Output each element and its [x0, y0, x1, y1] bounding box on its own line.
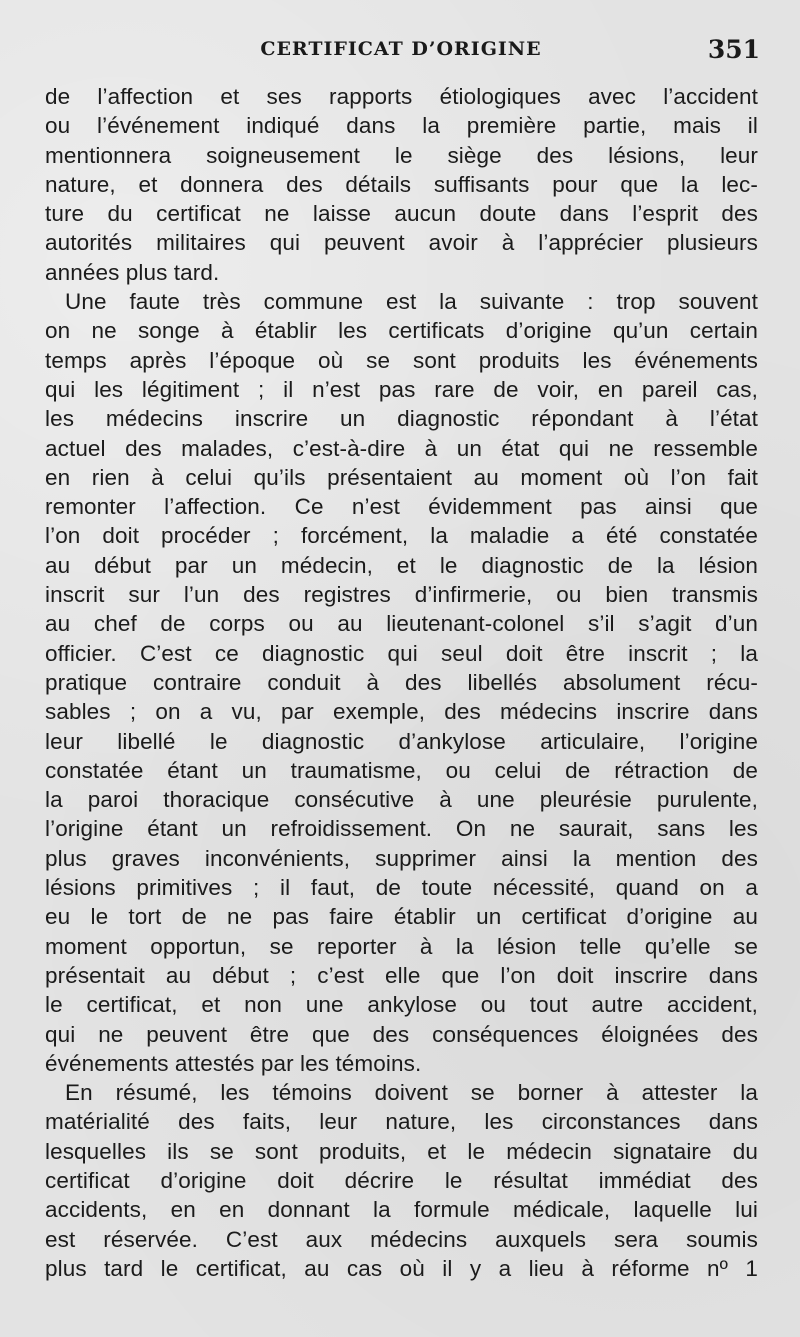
paragraph-start-line: Une faute très commune est la suivante : trop souvent — [65, 289, 758, 315]
body-text — [45, 82, 758, 1283]
text-line: l’origine étant un refroidissement. On ne saurait, sans les — [45, 816, 758, 842]
text-line: ture du certificat ne laisse aucun doute dans l’esprit des — [45, 201, 758, 227]
text-line: en rien à celui qu’ils présentaient au moment où l’on fait — [45, 464, 758, 490]
text-line: au début par un médecin, et le diagnostic de la lésion — [45, 552, 758, 578]
text-line: années plus tard. — [45, 259, 220, 285]
text-line: on ne songe à établir les certificats d’origine qu’un certain — [45, 318, 758, 344]
running-header — [42, 35, 760, 70]
text-line: inscrit sur l’un des registres d’infirmerie, ou bien transmis — [45, 582, 758, 608]
text-line: qui les légitiment ; il n’est pas rare de voir, en pareil cas, — [45, 376, 758, 402]
text-line: plus graves inconvénients, supprimer ainsi la mention des — [45, 845, 758, 871]
text-line: moment opportun, se reporter à la lésion telle qu’elle se — [45, 933, 758, 959]
text-line: actuel des malades, c’est-à-dire à un état qui ne ressemble — [45, 435, 758, 461]
text-line: sables ; on a vu, par exemple, des médecins inscrire dans — [45, 699, 758, 725]
paragraph-start-line: En résumé, les témoins doivent se borner à attester la — [65, 1080, 758, 1106]
text-line: l’on doit procéder ; forcément, la maladie a été constatée — [45, 523, 758, 549]
text-line: accidents, en en donnant la formule médicale, laquelle lui — [45, 1197, 758, 1223]
text-line: officier. C’est ce diagnostic qui seul doit être inscrit ; la — [45, 640, 758, 666]
text-line: constatée étant un traumatisme, ou celui de rétraction de — [45, 757, 758, 783]
text-line: de l’affection et ses rapports étiologiques avec l’accident — [45, 84, 758, 109]
text-line: lesquelles ils se sont produits, et le médecin signataire du — [45, 1138, 758, 1164]
text-line: au chef de corps ou au lieutenant-colonel s’il s’agit d’un — [45, 611, 758, 637]
text-line: pratique contraire conduit à des libellés absolument récu- — [45, 669, 758, 695]
text-line: présentait au début ; c’est elle que l’on doit inscrire dans — [45, 962, 758, 988]
text-line: certificat d’origine doit décrire le résultat immédiat des — [45, 1167, 758, 1193]
page-number: 351 — [707, 35, 760, 64]
text-line: ou l’événement indiqué dans la première partie, mais il — [45, 113, 758, 139]
text-line: les médecins inscrire un diagnostic répondant à l’état — [45, 406, 758, 432]
text-line: le certificat, et non une ankylose ou tout autre accident, — [45, 992, 758, 1018]
text-line: temps après l’époque où se sont produits les événements — [45, 347, 758, 373]
text-line: est réservée. C’est aux médecins auxquels sera soumis — [45, 1226, 758, 1252]
text-line: mentionnera soigneusement le siège des lésions, leur — [45, 142, 758, 168]
text-line: la paroi thoracique consécutive à une pleurésie purulente, — [45, 787, 758, 813]
text-line: nature, et donnera des détails suffisants pour que la lec- — [45, 171, 758, 197]
text-line: matérialité des faits, leur nature, les circonstances dans — [45, 1109, 758, 1135]
text-line: autorités militaires qui peuvent avoir à l’apprécier plusieurs — [45, 230, 758, 256]
text-line: leur libellé le diagnostic d’ankylose articulaire, l’origine — [45, 728, 758, 754]
text-line: eu le tort de ne pas faire établir un certificat d’origine au — [45, 904, 758, 930]
text-line: événements attestés par les témoins. — [45, 1050, 422, 1076]
text-line: plus tard le certificat, au cas où il y a lieu à réforme nº 1 — [45, 1255, 758, 1281]
text-line: qui ne peuvent être que des conséquences éloignées des — [45, 1021, 758, 1047]
text-line: lésions primitives ; il faut, de toute nécessité, quand on a — [45, 875, 758, 901]
text-line: remonter l’affection. Ce n’est évidemment pas ainsi que — [45, 494, 758, 520]
running-title: CERTIFICAT D’ORIGINE — [260, 38, 542, 60]
